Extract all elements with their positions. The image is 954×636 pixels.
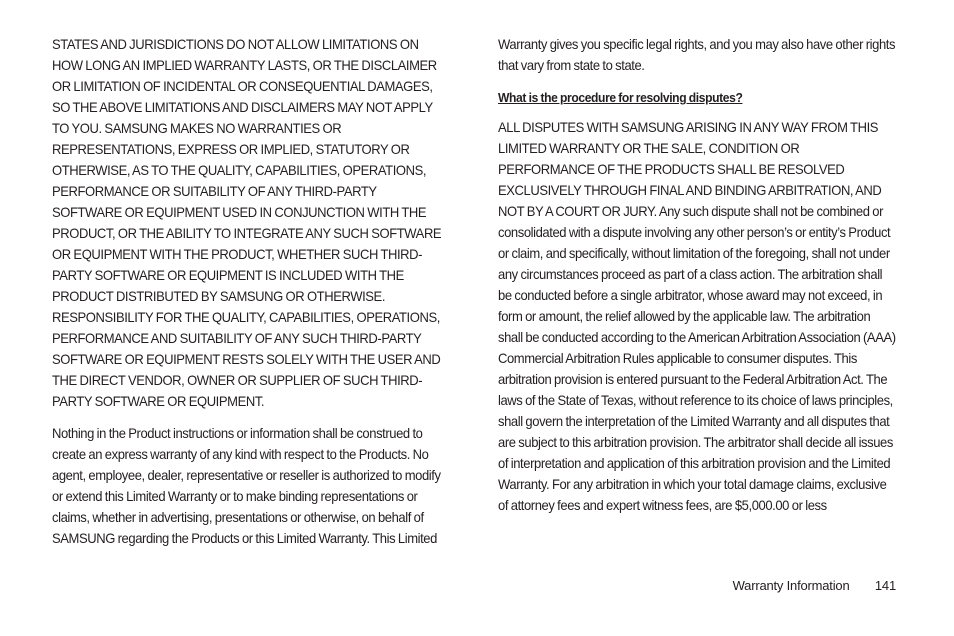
right-column xyxy=(498,34,897,527)
legal-rights-paragraph: Warranty gives you specific legal rights, and you may also have other rights that vary from state to state. xyxy=(498,36,896,73)
left-column xyxy=(52,34,446,560)
warranty-disclaimer-paragraph: STATES AND JURISDICTIONS DO NOT ALLOW LIMITATIONS ON HOW LONG AN IMPLIED WARRANTY LASTS, OR THE DISCLAIMER OR LIMITATION OF INCIDENTAL OR CONSEQUENTIAL DAMAGES, SO THE ABOVE LIMITATIONS AND DISCLAIMERS MAY NOT APPLY TO YOU. SAMSUNG MAKES NO WARRANTIES OR REPRESENTATIONS, EXPRESS OR IMPLIED, STATUTORY OR OTHERWISE, AS TO THE QUALITY, CAPABILITIES, OPERATIONS, PERFORMANCE OR SUITABILITY OF ANY THIRD-PARTY SOFTWARE OR EQUIPMENT USED IN CONJUNCTION WITH THE PRODUCT, OR THE ABILITY TO INTEGRATE ANY SUCH SOFTWARE OR EQUIPMENT WITH THE PRODUCT, WHETHER SUCH THIRD-PARTY SOFTWARE OR EQUIPMENT IS INCLUDED WITH THE PRODUCT DISTRIBUTED BY SAMSUNG OR OTHERWISE. RESPONSIBILITY FOR THE QUALITY, CAPABILITIES, OPERATIONS, PERFORMANCE AND SUITABILITY OF ANY SUCH THIRD-PARTY SOFTWARE OR EQUIPMENT RESTS SOLELY WITH THE USER AND THE DIRECT VENDOR, OWNER OR SUPPLIER OF SUCH THIRD-PARTY SOFTWARE OR EQUIPMENT. xyxy=(52,36,442,409)
page-footer xyxy=(733,578,896,593)
product-instructions-paragraph: Nothing in the Product instructions or information shall be construed to create an express warranty of any kind with respect to the Products. No agent, employee, dealer, representative or reseller is authorized to modify or extend this Limited Warranty or to make binding representations or claims, whether in advertising, presentations or otherwise, on behalf of SAMSUNG regarding the Products or this Limited Warranty. This Limited xyxy=(52,425,441,546)
page-number: 141 xyxy=(874,578,896,593)
disputes-heading: What is the procedure for resolving disputes? xyxy=(498,90,743,105)
footer-section-title: Warranty Information xyxy=(732,578,850,593)
arbitration-paragraph: ALL DISPUTES WITH SAMSUNG ARISING IN ANY WAY FROM THIS LIMITED WARRANTY OR THE SALE, CONDITION OR PERFORMANCE OF THE PRODUCTS SHALL BE RESOLVED EXCLUSIVELY THROUGH FINAL AND BINDING ARBITRATION, AND NOT BY A COURT OR JURY. Any such dispute shall not be combined or consolidated with a dispute involving any other person’s or entity’s Product or claim, and specifically, without limitation of the foregoing, shall not under any circumstances proceed as part of a class action. The arbitration shall be conducted before a single arbitrator, whose award may not exceed, in form or amount, the relief allowed by the applicable law. The arbitration shall be conducted according to the American Arbitration Association (AAA) Commercial Arbitration Rules applicable to consumer disputes. This arbitration provision is entered pursuant to the Federal Arbitration Act. The laws of the State of Texas, without reference to its choice of laws principles, shall govern the interpretation of the Limited Warranty and all disputes that are subject to this arbitration provision. The arbitrator shall decide all issues of interpretation and application of this arbitration provision and the Limited Warranty. For any arbitration in which your total damage claims, exclusive of attorney fees and expert witness fees, are $5,000.00 or less xyxy=(498,119,896,513)
